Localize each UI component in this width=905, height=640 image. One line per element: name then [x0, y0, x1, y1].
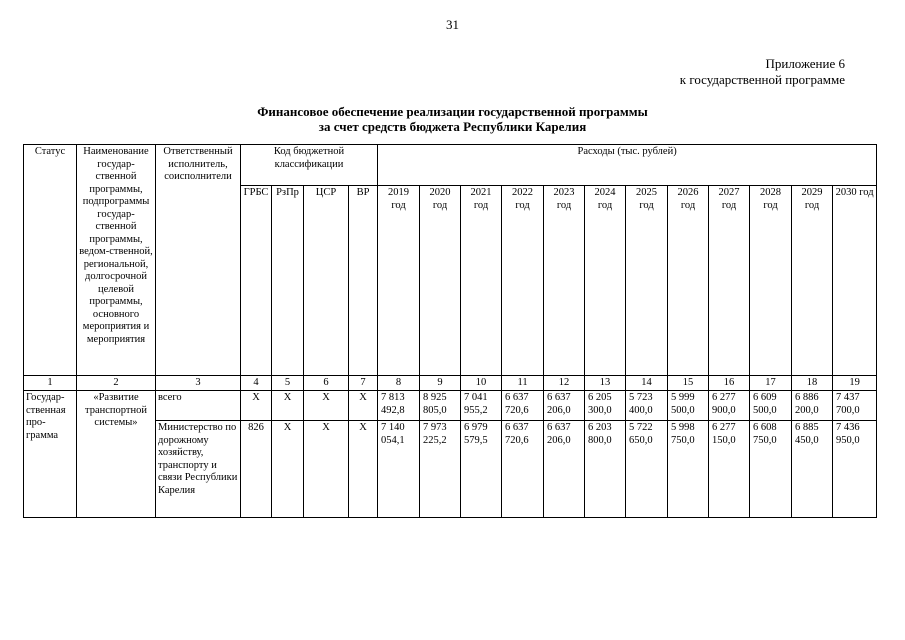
header-budget-code: Код бюджетной классификации: [241, 145, 378, 186]
row-value: 7 140 054,1: [378, 421, 420, 518]
row-value: 6 277 900,0: [709, 391, 750, 421]
row-code: X: [304, 391, 349, 421]
row-code: X: [349, 391, 378, 421]
row-value: 6 886 200,0: [792, 391, 833, 421]
header-year: 2023 год: [544, 186, 585, 376]
column-number: 19: [833, 376, 877, 391]
row-value: 6 979 579,5: [461, 421, 502, 518]
appendix-line-1: Приложение 6: [765, 56, 845, 71]
row-code: X: [304, 421, 349, 518]
document-title: [0, 104, 905, 134]
row-value: 6 608 750,0: [750, 421, 792, 518]
column-number: 15: [668, 376, 709, 391]
column-number: 17: [750, 376, 792, 391]
title-line-1: Финансовое обеспечение реализации государственной программы: [257, 104, 648, 119]
title-line-2: за счет средств бюджета Республики Карелия: [318, 119, 587, 134]
row-code: X: [241, 391, 272, 421]
column-number-row: [24, 376, 877, 391]
row-responsible: всего: [156, 391, 241, 421]
row-code: X: [272, 421, 304, 518]
header-name: Наименование государ-ственной программы, подпрограммы государ-ственной программы, ведом-ственной, региональной, долгосрочной целевой программы, основного мероприятия и мероприятия: [77, 145, 156, 376]
column-number: 14: [626, 376, 668, 391]
row-value: 6 277 150,0: [709, 421, 750, 518]
column-number: 2: [77, 376, 156, 391]
column-number: 3: [156, 376, 241, 391]
row-value: 5 999 500,0: [668, 391, 709, 421]
header-year: 2028 год: [750, 186, 792, 376]
row-value: 5 722 650,0: [626, 421, 668, 518]
financing-table: [23, 144, 877, 518]
header-year: 2026 год: [668, 186, 709, 376]
row-value: 6 637 720,6: [502, 421, 544, 518]
row-value: 7 041 955,2: [461, 391, 502, 421]
column-number: 6: [304, 376, 349, 391]
row-status: Государ-ственная про-грамма: [24, 391, 77, 518]
row-value: 5 723 400,0: [626, 391, 668, 421]
column-number: 10: [461, 376, 502, 391]
row-value: 6 203 800,0: [585, 421, 626, 518]
row-value: 6 637 206,0: [544, 421, 585, 518]
column-number: 13: [585, 376, 626, 391]
header-year: 2022 год: [502, 186, 544, 376]
header-expenses: Расходы (тыс. рублей): [378, 145, 877, 186]
page-number: 31: [446, 17, 459, 32]
header-year: 2020 год: [420, 186, 461, 376]
column-number: 4: [241, 376, 272, 391]
header-year: 2027 год: [709, 186, 750, 376]
row-value: 7 973 225,2: [420, 421, 461, 518]
column-number: 7: [349, 376, 378, 391]
row-value: 7 813 492,8: [378, 391, 420, 421]
table-row: [24, 391, 877, 421]
header-code-grbs: ГРБС: [241, 186, 272, 376]
header-year: 2029 год: [792, 186, 833, 376]
row-code: X: [349, 421, 378, 518]
row-responsible: Министерство по дорожному хозяйству, транспорту и связи Республики Карелия: [156, 421, 241, 518]
header-year: 2030 год: [833, 186, 877, 376]
header-year: 2025 год: [626, 186, 668, 376]
header-responsible: Ответственный исполнитель, соисполнители: [156, 145, 241, 376]
row-value: 7 437 700,0: [833, 391, 877, 421]
header-code-vr: ВР: [349, 186, 378, 376]
row-value: 5 998 750,0: [668, 421, 709, 518]
row-value: 6 637 720,6: [502, 391, 544, 421]
row-value: 8 925 805,0: [420, 391, 461, 421]
header-code-csr: ЦСР: [304, 186, 349, 376]
column-number: 8: [378, 376, 420, 391]
row-code: 826: [241, 421, 272, 518]
header-code-rzpr: РзПр: [272, 186, 304, 376]
column-number: 18: [792, 376, 833, 391]
column-number: 12: [544, 376, 585, 391]
row-code: X: [272, 391, 304, 421]
appendix-label: [680, 56, 845, 88]
header-year: 2019 год: [378, 186, 420, 376]
row-program-name: «Развитие транспортной системы»: [77, 391, 156, 518]
column-number: 16: [709, 376, 750, 391]
column-number: 1: [24, 376, 77, 391]
header-year: 2021 год: [461, 186, 502, 376]
header-row-1: [24, 145, 877, 186]
column-number: 5: [272, 376, 304, 391]
header-year: 2024 год: [585, 186, 626, 376]
row-value: 6 609 500,0: [750, 391, 792, 421]
column-number: 11: [502, 376, 544, 391]
appendix-line-2: к государственной программе: [679, 72, 845, 87]
column-number: 9: [420, 376, 461, 391]
row-value: 6 205 300,0: [585, 391, 626, 421]
row-value: 6 885 450,0: [792, 421, 833, 518]
header-status: Статус: [24, 145, 77, 376]
row-value: 6 637 206,0: [544, 391, 585, 421]
row-value: 7 436 950,0: [833, 421, 877, 518]
